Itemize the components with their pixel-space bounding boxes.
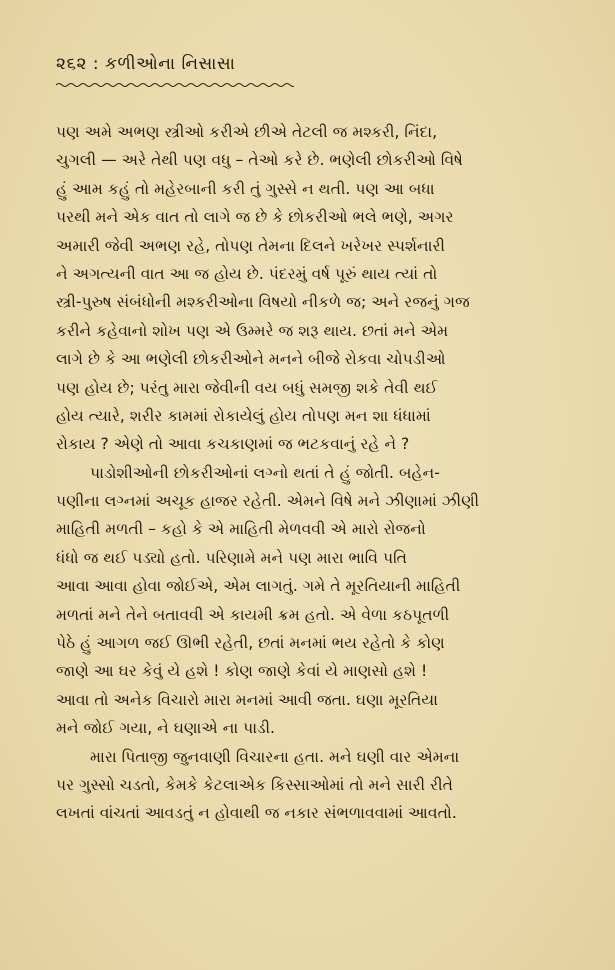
text-line: મને જોઈ ગયા, ને ઘણાએ ના પાડી. <box>56 719 276 738</box>
text-line: અમારી જેવી અભણ રહે, તોપણ તેમના દિલને ખરેખર સ્પર્શનારી <box>56 236 445 255</box>
text-line: હું આમ કહું તો મહેરબાની કરી તું ગુસ્સે ન થતી. પણ આ બધા <box>56 179 435 198</box>
text-line: જાણે આ ઘર કેવું યે હશે ! કોણ જાણે કેવાં યે માણસો હશે ! <box>56 662 428 681</box>
paragraph-3 <box>56 743 576 828</box>
text-line: પણ અમે અભણ સ્ત્રીઓ કરીએ છીએ તેટલી જ મશ્કરી, નિંદા, <box>56 123 438 141</box>
text-line: પર ગુસ્સો ચડતો, કેમકે કેટલાએક કિસ્સાઓમાં તો મને સારી રીતે <box>56 775 453 794</box>
text-line: પેઠે હું આગળ જઈ ઊભી રહેતી, છતાં મનમાં ભય રહેતો કે કોણ <box>56 634 445 653</box>
text-line: હોય ત્યારે, શરીર કામમાં રોકાયેલું હોય તોપણ મન શા ધંધામાં <box>56 406 431 425</box>
text-line: મળતાં મને તેને બતાવવી એ કાયમી ક્રમ હતો. એ વેળા કઠપૂતળી <box>56 605 450 624</box>
text-line: પણ હોય છે; પરંતુ મારા જેવીની વય બધું સમજી શકે તેવી થઈ <box>56 378 438 397</box>
text-line: આવા આવા હોવા જોઈએ, એમ લાગતું. ગમે તે મૂરતિયાની માહિતી <box>56 577 461 596</box>
text-line: લખતાં વાંચતાં આવડતું ન હોવાથી જ નકાર સંભળાવવામાં આવતો. <box>56 804 457 823</box>
running-header: ૨૬૨ : કળીઓના નિસાસા <box>56 54 236 74</box>
text-line: રોકાય ? એણે તો આવા કચકાણમાં જ ભટકવાનું રહે ને ? <box>56 435 410 454</box>
body-text <box>56 118 576 828</box>
text-line: કરીને કહેવાનો શોખ પણ એ ઉમ્મરે જ શરૂ થાય. છતાં મને એમ <box>56 321 449 340</box>
paragraph-2 <box>56 459 576 743</box>
text-line: પણીના લગ્નમાં અચૂક હાજર રહેતી. એમને વિષે મને ઝીણામાં ઝીણી <box>56 492 480 511</box>
text-line: લાગે છે કે આ ભણેલી છોકરીઓને મનને બીજે રોકવા ચોપડીઓ <box>56 350 446 369</box>
header-wavy-rule <box>56 82 294 88</box>
paragraph-1 <box>56 118 576 459</box>
text-line: માહિતી મળતી – કહો કે એ માહિતી મેળવવી એ મારો રોજનો <box>56 520 426 539</box>
text-line: આવા તો અનેક વિચારો મારા મનમાં આવી જતા. ઘણા મૂરતિયા <box>56 690 438 709</box>
text-line: ચુગલી — અરે તેથી પણ વધુ – તેઓ કરે છે. ભણેલી છોકરીઓ વિષે <box>56 151 463 170</box>
text-line: પાડોશીઓની છોકરીઓનાં લગ્નો થતાં તે હું જોતી. બહેન- <box>90 463 440 482</box>
text-line: ધંધો જ થઈ પડ્યો હતો. પરિણામે મને પણ મારા ભાવિ પતિ <box>56 548 407 567</box>
text-line: ને અગત્યની વાત આ જ હોય છે. પંદરમું વર્ષ પૂરું થાય ત્યાં તો <box>56 264 438 283</box>
text-line: સ્ત્રી-પુરુષ સંબંધોની મશ્કરીઓના વિષયો નીકળે જ; અને રજનું ગજ <box>56 293 470 312</box>
text-line: પરથી મને એક વાત તો લાગે જ છે કે છોકરીઓ ભલે ભણે, અગર <box>56 208 454 227</box>
text-line: મારા પિતાજી જુનવાણી વિચારના હતા. મને ઘણી વાર એમના <box>90 747 460 766</box>
